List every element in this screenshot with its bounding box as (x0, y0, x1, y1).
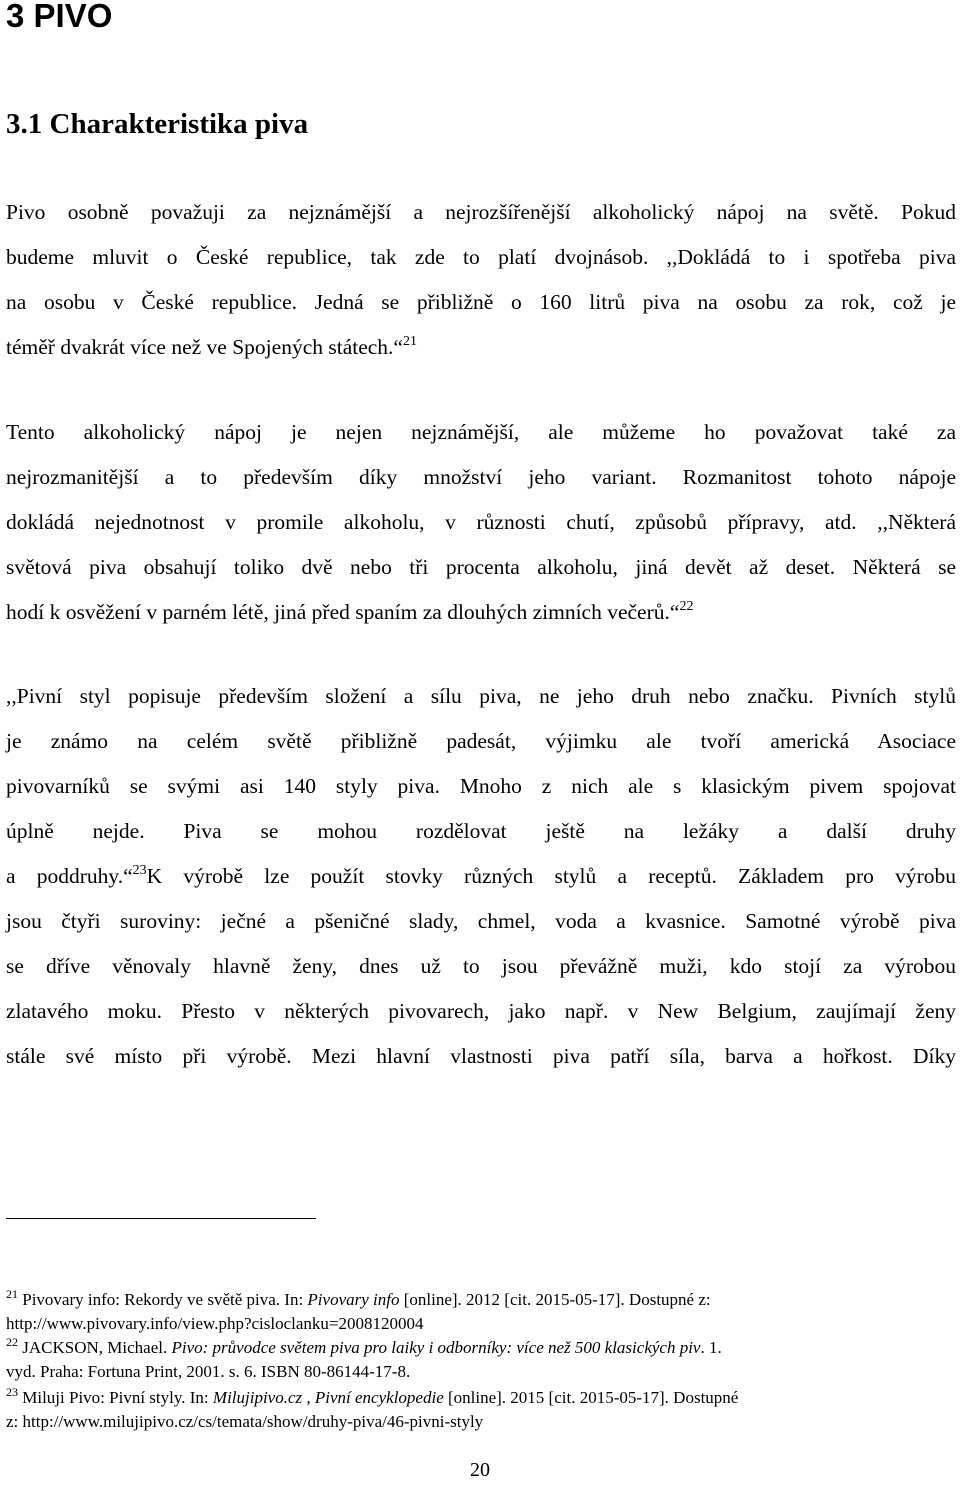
text-line (6, 590, 956, 635)
text-line: Tento alkoholický nápoj je nejen nejznámější, ale můžeme ho považovat také za (6, 420, 956, 444)
chapter-heading: 3 PIVO (6, 0, 113, 34)
footnote-url: z: http://www.milujipivo.cz/cs/temata/show/druhy-piva/46-pivni-styly (6, 1412, 484, 1431)
text-line: úplně nejde. Piva se mohou rozdělovat ještě na ležáky a další druhy (6, 819, 956, 843)
text-line: ,,Pivní styl popisuje především složení a sílu piva, ne jeho druh nebo značku. Pivních stylů (6, 684, 956, 708)
text-line: na osobu v České republice. Jedná se přibližně o 160 litrů piva na osobu za rok, což je (6, 290, 956, 314)
text-line: pivovarníků se svými asi 140 styly piva. Mnoho z nich ale s klasickým pivem spojovat (6, 774, 956, 798)
paragraph-1 (6, 190, 956, 370)
paragraph-3 (6, 674, 956, 1079)
footnote-23 (6, 1386, 956, 1434)
text-line: jsou čtyři suroviny: ječné a pšeničné slady, chmel, voda a kvasnice. Samotné výrobě piva (6, 909, 956, 933)
text-line: se dříve věnovaly hlavně ženy, dnes už to jsou převážně muži, kdo stojí za výrobou (6, 954, 956, 978)
footnote-source-title: Milujipivo.cz , Pivní encyklopedie (212, 1388, 444, 1407)
paragraph-2 (6, 410, 956, 635)
footnote-url: http://www.pivovary.info/view.php?cisloclanku=2008120004 (6, 1314, 424, 1333)
footnote-21 (6, 1288, 956, 1336)
footnote-line (6, 1386, 956, 1410)
footnote-text: JACKSON, Michael. (18, 1338, 172, 1357)
text-fragment: a poddruhy.“ (6, 864, 133, 888)
text-line (6, 325, 956, 370)
text-fragment: hodí k osvěžení v parném létě, jiná před spaním za dlouhých zimních večerů.“ (6, 600, 680, 624)
text-line: nejrozmanitější a to především díky množství jeho variant. Rozmanitost tohoto nápoje (6, 465, 956, 489)
footnote-22 (6, 1336, 956, 1384)
footnote-source-title: Pivovary info (307, 1290, 400, 1309)
text-line: dokládá nejednotnost v promile alkoholu, v různosti chutí, způsobů přípravy, atd. ,,Některá (6, 510, 956, 534)
section-heading: 3.1 Charakteristika piva (6, 108, 309, 140)
text-fragment: K výrobě lze použít stovky různých stylů a receptů. Základem pro výrobu (146, 864, 956, 888)
text-line: budeme mluvit o České republice, tak zde to platí dvojnásob. ,,Dokládá to i spotřeba piva (6, 245, 956, 269)
text-fragment: téměř dvakrát více než ve Spojených státech.“ (6, 335, 403, 359)
footnote-source-title: Pivo: průvodce světem piva pro laiky i odborníky: více než 500 klasických piv (171, 1338, 701, 1357)
footnote-text: [online]. 2012 [cit. 2015-05-17]. Dostupné z: (399, 1290, 711, 1309)
footnote-number: 23 (6, 1385, 18, 1399)
footnote-text: . 1. (700, 1338, 722, 1357)
text-line: světová piva obsahují toliko dvě nebo tři procenta alkoholu, jiná devět až deset. Některá se (6, 555, 956, 579)
footnote-number: 21 (6, 1287, 18, 1301)
footnote-text: Pivovary info: Rekordy ve světě piva. In: (18, 1290, 308, 1309)
footnote-separator (6, 1218, 316, 1219)
text-line: zlatavého moku. Přesto v některých pivovarech, jako např. v New Belgium, zaujímají ženy (6, 999, 956, 1023)
footnote-ref-22: 22 (679, 599, 694, 614)
footnote-line (6, 1288, 956, 1312)
footnote-ref-23: 23 (132, 863, 147, 878)
text-line: Pivo osobně považuji za nejznámější a nejrozšířenější alkoholický nápoj na světě. Pokud (6, 200, 956, 224)
text-line: stále své místo při výrobě. Mezi hlavní vlastnosti piva patří síla, barva a hořkost. Díky (6, 1044, 956, 1068)
footnote-ref-21: 21 (402, 334, 417, 349)
footnote-number: 22 (6, 1335, 18, 1349)
page-number: 20 (470, 1459, 490, 1481)
text-line: je známo na celém světě přibližně padesát, výjimku ale tvoří americká Asociace (6, 729, 956, 753)
footnote-line: vyd. Praha: Fortuna Print, 2001. s. 6. ISBN 80-86144-17-8. (6, 1362, 411, 1381)
footnote-text: [online]. 2015 [cit. 2015-05-17]. Dostupné (443, 1388, 739, 1407)
footnote-text: Miluji Pivo: Pivní styly. In: (18, 1388, 213, 1407)
footnote-line (6, 1336, 956, 1360)
text-line (6, 854, 956, 899)
